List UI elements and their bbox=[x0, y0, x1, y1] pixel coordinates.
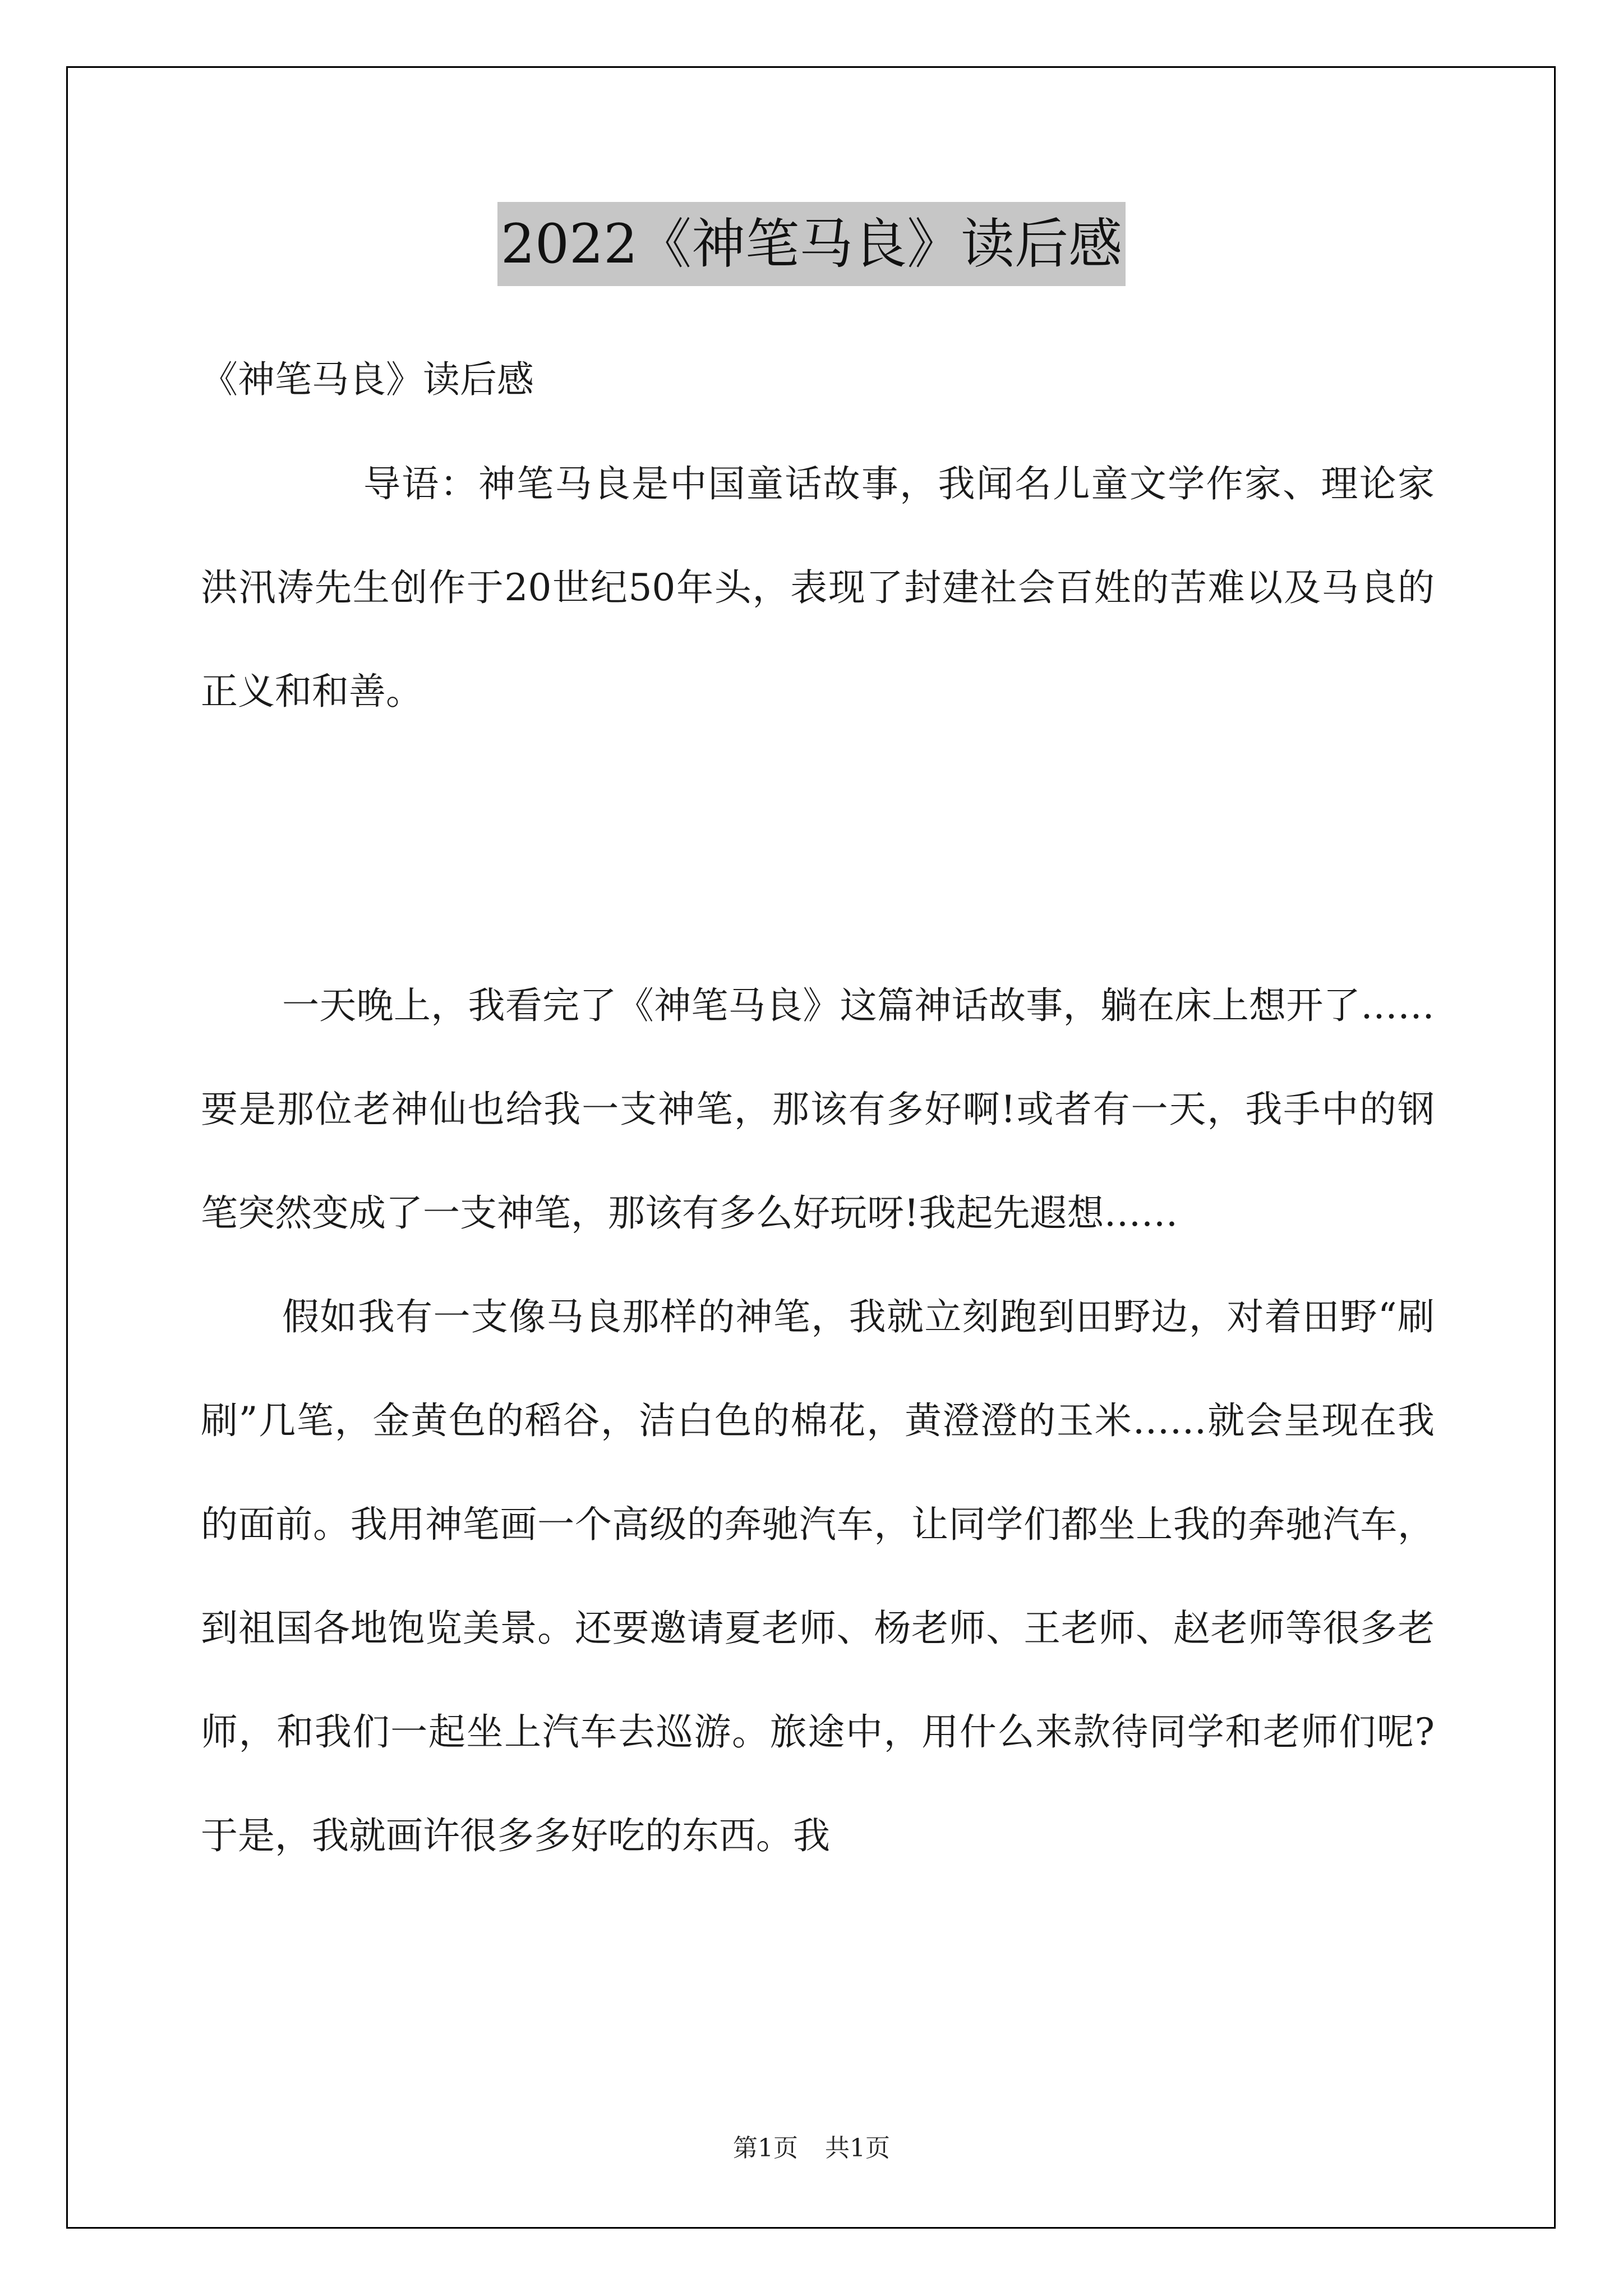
intro-block bbox=[201, 432, 1435, 743]
page-total: 共1页 bbox=[825, 2134, 890, 2162]
document-title: 2022《神笔马良》读后感 bbox=[497, 202, 1126, 286]
body-paragraph: 假如我有一支像马良那样的神笔，我就立刻跑到田野边，对着田野“刷刷”几笔，金黄色的稻谷，洁白色的棉花，黄澄澄的玉米……就会呈现在我的面前。我用神笔画一个高级的奔驰汽车，让同学们都坐上我的奔驰汽车，到祖国各地饱览美景。还要邀请夏老师、杨老师、王老师、赵老师等很多老师，和我们一起坐上汽车去巡游。旅途中，用什么来款待同学和老师们呢?于是，我就画许很多多好吃的东西。我 bbox=[201, 1295, 1435, 1857]
title-container bbox=[0, 202, 1623, 286]
subtitle-block bbox=[201, 328, 1435, 431]
page-footer bbox=[0, 2132, 1623, 2165]
body-paragraph: 一天晚上，我看完了《神笔马良》这篇神话故事，躺在床上想开了……要是那位老神仙也给我一支神笔，那该有多好啊!或者有一天，我手中的钢笔突然变成了一支神笔，那该有多么好玩呀!我起先遐想…… bbox=[201, 984, 1435, 1235]
story-block bbox=[201, 954, 1435, 1888]
document-subtitle: 《神笔马良》读后感 bbox=[201, 358, 534, 401]
page-number: 第1页 bbox=[733, 2134, 798, 2162]
intro-paragraph: 导语：神笔马良是中国童话故事，我闻名儿童文学作家、理论家洪汛涛先生创作于20世纪50年头，表现了封建社会百姓的苦难以及马良的正义和和善。 bbox=[201, 462, 1435, 713]
